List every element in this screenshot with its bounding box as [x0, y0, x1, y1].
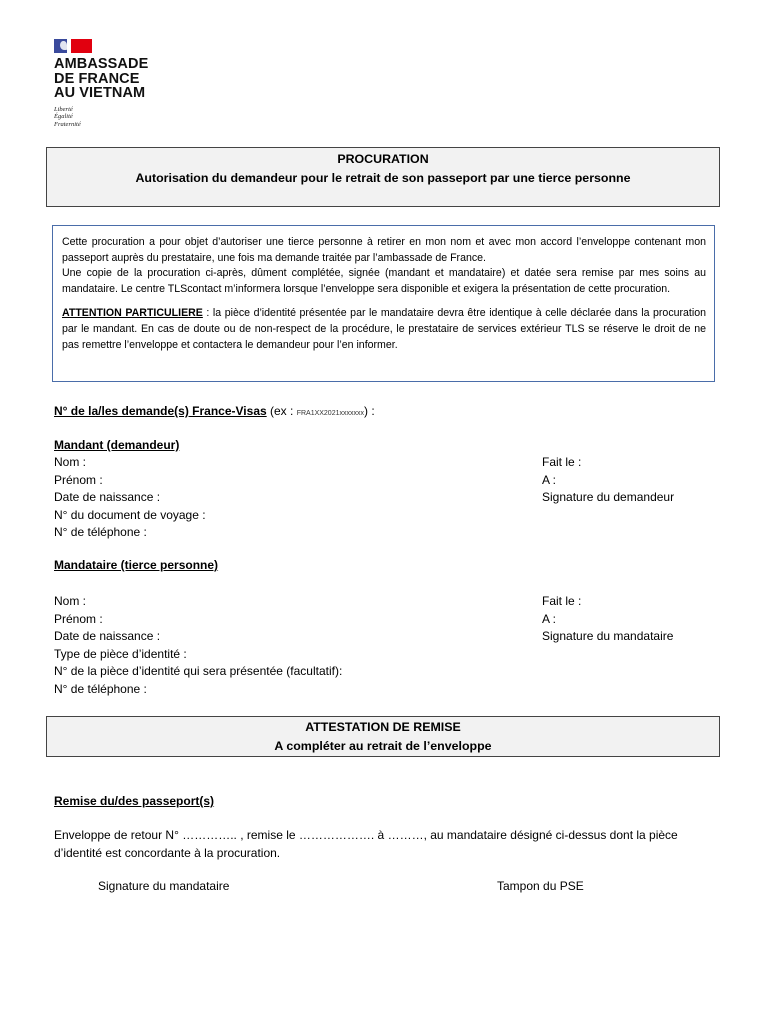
mandant-field-prenom: Prénom : [54, 472, 103, 487]
remise-line-2: d’identité est concordante à la procuration. [54, 845, 281, 860]
attestation-subtitle: A compléter au retrait de l’enveloppe [274, 739, 492, 753]
embassy-logo [54, 39, 148, 128]
document-title: PROCURATION [337, 152, 429, 166]
mandant-lieu: A : [542, 472, 557, 487]
mandataire-field-numero-piece: N° de la pièce d’identité qui sera présentée (facultatif): [54, 664, 343, 678]
mandant-field-document-voyage: N° du document de voyage : [54, 507, 206, 522]
mandataire-field-telephone: N° de téléphone : [54, 681, 147, 696]
mandant-fait-le: Fait le : [542, 455, 582, 469]
mandant-field-nom: Nom : [54, 455, 87, 469]
request-number-line: N° de la/les demande(s) France-Visas (ex : FRA1XX2021xxxxxxx) : [54, 404, 375, 418]
logo-title: AMBASSADE DE FRANCE AU VIETNAM [54, 56, 149, 101]
procuration-title-box [46, 147, 720, 207]
mandataire-field-date-naissance: Date de naissance : [54, 629, 161, 643]
remise-line-1: Enveloppe de retour N° ………….. , remise le ………………. à ………, au mandataire désigné ci-dessus dont la pièce [54, 828, 678, 842]
remise-tampon-pse: Tampon du PSE [497, 879, 584, 893]
mandataire-signature: Signature du mandataire [542, 629, 674, 643]
request-number-example: FRA1XX2021xxxxxxx [296, 410, 364, 417]
mandant-field-telephone: N° de téléphone : [54, 525, 147, 539]
mandataire-field-type-piece: Type de pièce d’identité : [54, 646, 187, 661]
mandataire-heading: Mandataire (tierce personne) [54, 558, 219, 572]
mandant-field-date-naissance: Date de naissance : [54, 490, 161, 504]
remise-heading: Remise du/des passeport(s) [54, 794, 215, 808]
attention-paragraph [62, 306, 706, 353]
mandataire-lieu: A : [542, 611, 557, 626]
attestation-box [46, 716, 720, 757]
mandataire-field-prenom: Prénom : [54, 611, 103, 626]
info-paragraph-1: Cette procuration a pour objet d’autoriser une tierce personne à retirer en mon nom et avec mon accord l’enveloppe contenant mon passeport auprès du prestataire, une fois ma demande traitée par l’ambassade de France. [62, 236, 706, 264]
marianne-flag-icon [54, 39, 92, 53]
remise-signature-mandataire: Signature du mandataire [98, 879, 230, 893]
attestation-title: ATTESTATION DE REMISE [305, 720, 461, 734]
mandataire-field-nom: Nom : [54, 594, 87, 608]
request-number-label: N° de la/les demande(s) France-Visas [54, 404, 267, 418]
motto: Liberté Égalité Fraternité [54, 105, 81, 128]
mandant-heading: Mandant (demandeur) [54, 438, 180, 452]
attention-label: ATTENTION PARTICULIERE [62, 307, 203, 320]
mandant-signature: Signature du demandeur [542, 490, 675, 504]
mandataire-fait-le: Fait le : [542, 594, 582, 608]
attention-text: : la pièce d’identité présentée par le mandataire devra être identique à celle déclarée dans la procuration par le mandant. En cas de doute ou de non-respect de la procédure, le prestataire de services extérieur TLS se réserve le droit de ne pas remettre l’enveloppe et contactera le demandeur pour l’en informer. [62, 307, 707, 351]
info-box [52, 225, 715, 382]
document-subtitle: Autorisation du demandeur pour le retrait de son passeport par une tierce personne [135, 171, 631, 185]
info-paragraph-2: Une copie de la procuration ci-après, dûment complétée, signée (mandant et mandataire) et datée sera remise par mes soins au mandataire. Le centre TLScontact m’informera lorsque l’enveloppe sera disponible et exigera la présentation de cette procuration. [62, 267, 706, 295]
